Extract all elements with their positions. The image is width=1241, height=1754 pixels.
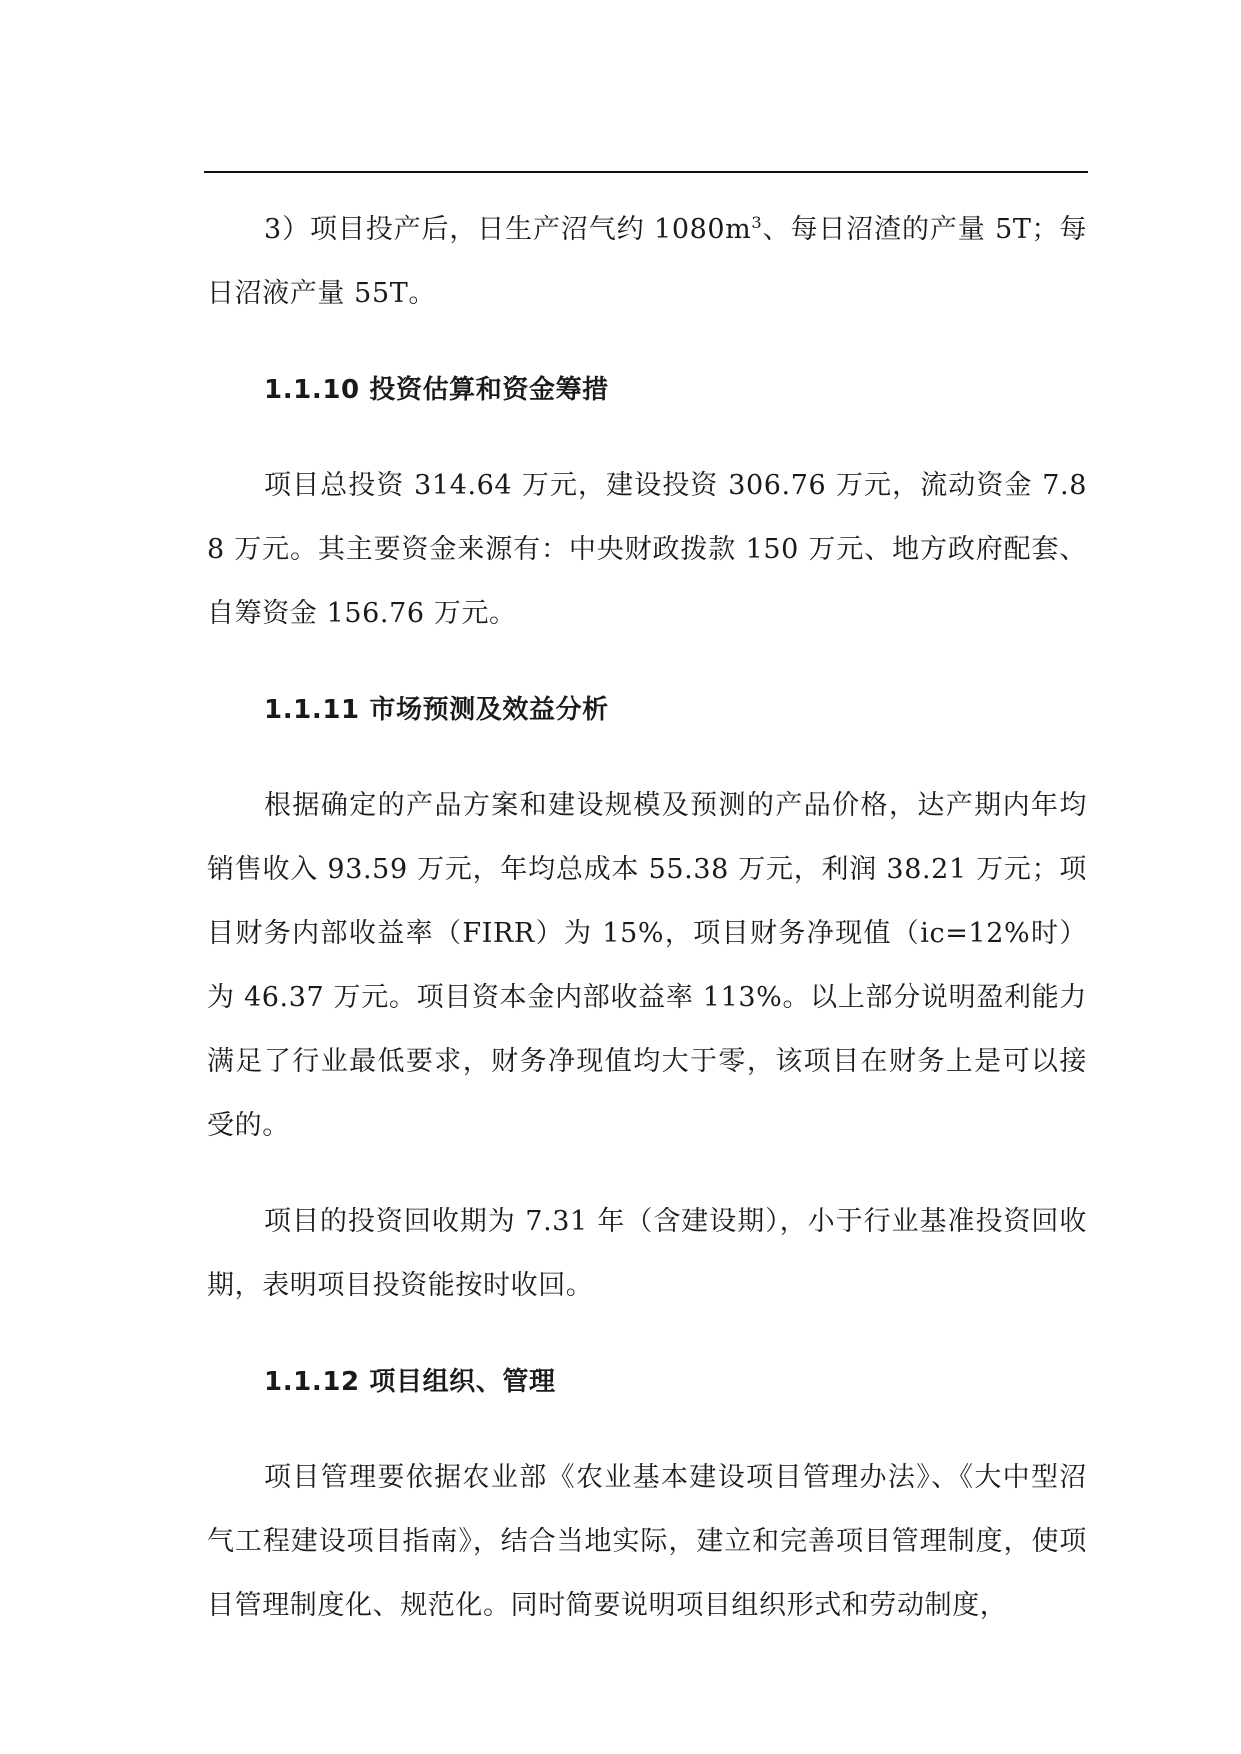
paragraph-investment: 项目总投资 314.64 万元，建设投资 306.76 万元，流动资金 7.88 万元。其主要资金来源有：中央财政拨款 150 万元、地方政府配套、自筹资金 156.76 万元。 — [207, 470, 1087, 629]
paragraph-payback: 项目的投资回收期为 7.31 年（含建设期），小于行业基准投资回收期，表明项目投资能按时收回。 — [207, 1206, 1087, 1301]
section-heading-investment: 1.1.10 投资估算和资金筹措 — [264, 375, 609, 405]
section-heading-organization: 1.1.12 项目组织、管理 — [264, 1367, 556, 1397]
section-heading-market: 1.1.11 市场预测及效益分析 — [264, 695, 609, 725]
superscript-cubic: 3 — [751, 213, 763, 232]
paragraph-management: 项目管理要依据农业部《农业基本建设项目管理办法》、《大中型沼气工程建设项目指南》，结合当地实际，建立和完善项目管理制度，使项目管理制度化、规范化。同时简要说明项目组织形式和劳动制度， — [207, 1462, 1087, 1621]
header-rule — [204, 171, 1088, 173]
paragraph-text: 、每日沼渣的产量 5T；每日沼液产量 55T。 — [207, 214, 1087, 309]
paragraph-text: 3）项目投产后，日生产沼气约 1080m — [264, 214, 752, 245]
paragraph-market-benefit: 根据确定的产品方案和建设规模及预测的产品价格，达产期内年均销售收入 93.59 万元，年均总成本 55.38 万元，利润 38.21 万元；项目财务内部收益率（FIRR）为 15%，项目财务净现值（ic=12%时）为 46.37 万元。项目资本金内部收益率 113%。以上部分说明盈利能力满足了行业最低要求，财务净现值均大于零，该项目在财务上是可以接受的。 — [207, 790, 1087, 1141]
paragraph-biogas-output — [207, 198, 1087, 326]
document-body — [207, 198, 1087, 1638]
